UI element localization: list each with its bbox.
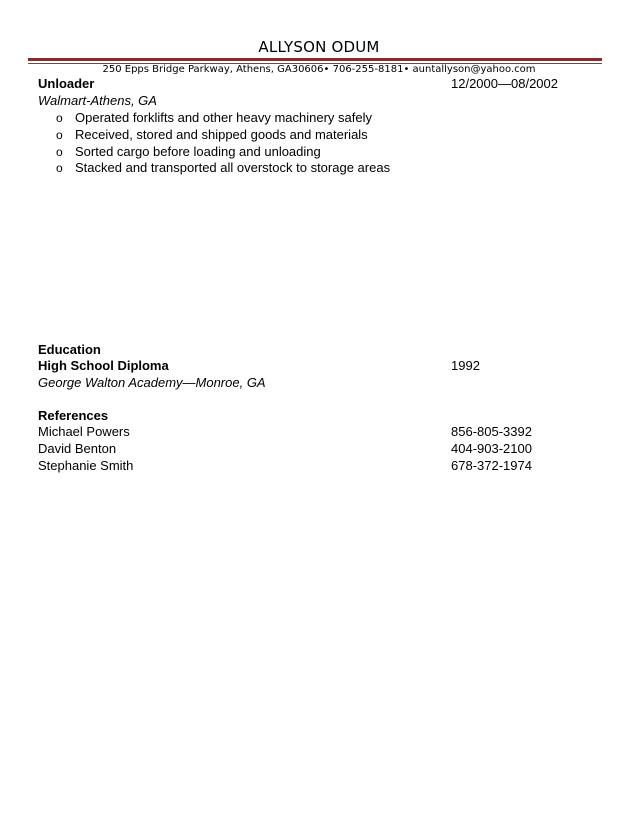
- job-bullet: Stacked and transported all overstock to storage areas: [75, 160, 391, 175]
- reference-name: Stephanie Smith: [38, 458, 134, 473]
- reference-phone: 856-805-3392: [451, 424, 532, 439]
- job-bullet: Received, stored and shipped goods and materials: [75, 127, 368, 142]
- education-school: George Walton Academy—Monroe, GA: [38, 375, 266, 390]
- references-heading: References: [38, 408, 109, 423]
- job-bullet: Sorted cargo before loading and unloading: [75, 144, 321, 159]
- bullet-circle-icon: o: [56, 128, 63, 142]
- job-dates: 12/2000—08/2002: [451, 76, 558, 91]
- education-degree: High School Diploma: [38, 358, 169, 373]
- education-heading: Education: [38, 342, 101, 357]
- job-employer: Walmart-Athens, GA: [38, 93, 157, 108]
- reference-name: Michael Powers: [38, 424, 130, 439]
- header-rule-thick: [28, 58, 602, 61]
- resume-name: ALLYSON ODUM: [258, 38, 380, 56]
- bullet-circle-icon: o: [56, 111, 63, 125]
- contact-line: 250 Epps Bridge Parkway, Athens, GA30606• 706-255-8181• auntallyson@yahoo.com: [102, 64, 536, 75]
- bullet-circle-icon: o: [56, 161, 63, 175]
- bullet-circle-icon: o: [56, 145, 63, 159]
- reference-phone: 678-372-1974: [451, 458, 532, 473]
- reference-name: David Benton: [38, 441, 117, 456]
- reference-phone: 404-903-2100: [451, 441, 532, 456]
- job-title: Unloader: [38, 76, 95, 91]
- job-bullet: Operated forklifts and other heavy machinery safely: [75, 110, 372, 125]
- education-year: 1992: [451, 358, 480, 373]
